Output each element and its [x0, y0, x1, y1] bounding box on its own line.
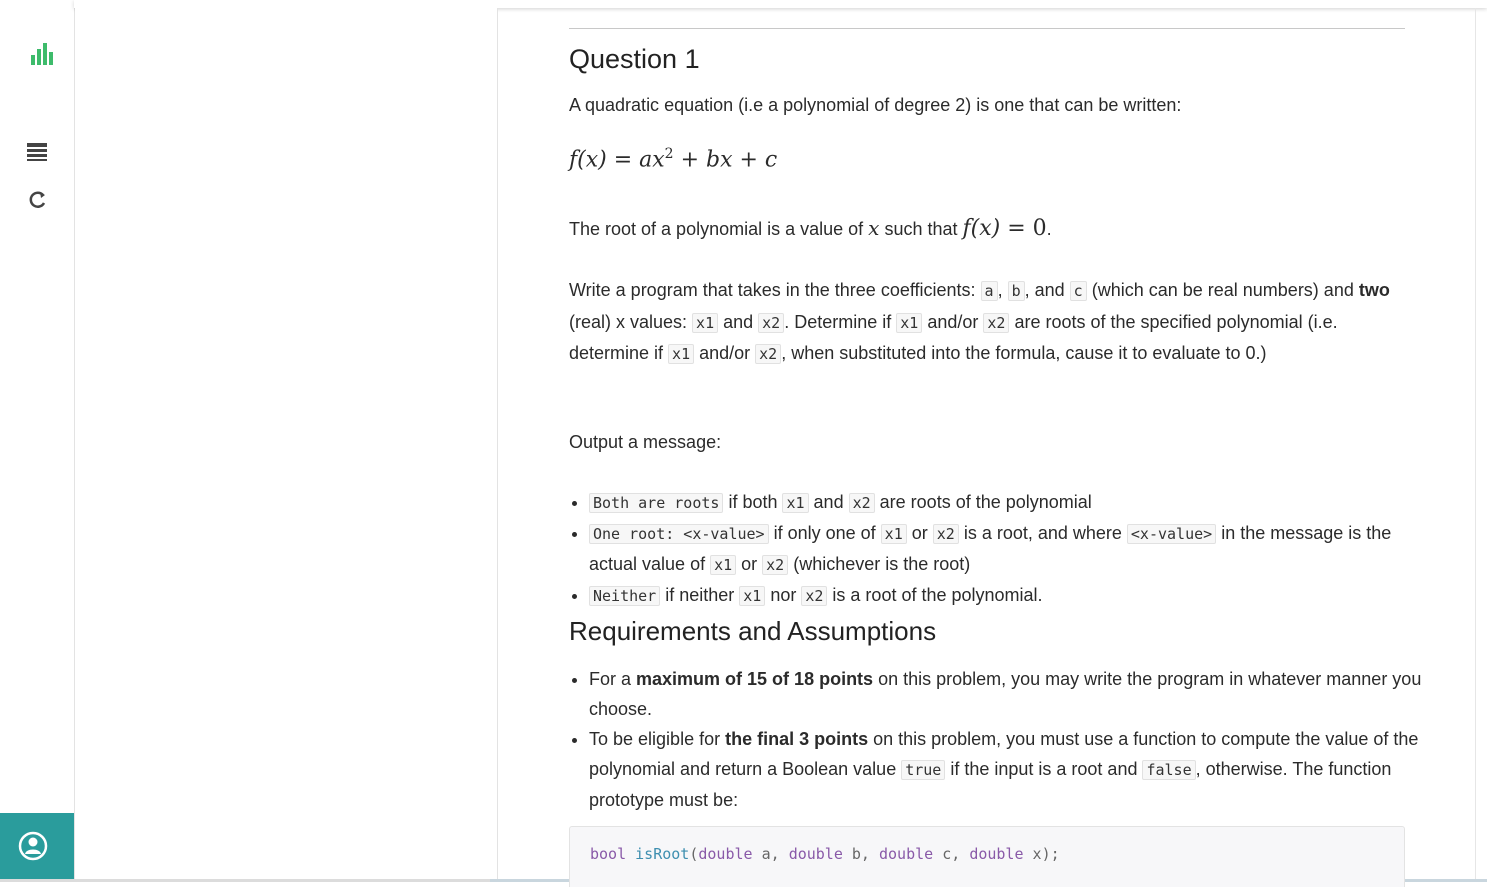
text: ,	[997, 280, 1008, 300]
text: in the message is the actual value of	[589, 523, 1392, 574]
code-x1: x1	[896, 313, 922, 333]
text: such that	[879, 219, 963, 239]
code-c: c	[1070, 281, 1087, 301]
task-description	[569, 275, 1405, 370]
text: if neither	[660, 585, 740, 605]
requirements-list	[569, 664, 1425, 815]
intro-text: A quadratic equation (i.e a polynomial of degree 2) is one that can be written:	[569, 95, 1182, 115]
code-false: false	[1142, 760, 1195, 780]
math-x: x	[868, 216, 880, 240]
text: (real) x values:	[569, 311, 693, 332]
text: , when substituted into the formula, cause it to evaluate to 0.)	[781, 343, 1267, 363]
code-punct: (	[689, 845, 699, 863]
code-x2: x2	[755, 344, 781, 364]
quadratic-formula	[569, 146, 777, 172]
text: (whichever is the root)	[788, 554, 971, 574]
list-item	[589, 580, 1425, 611]
code-message: One root: <x-value>	[589, 524, 769, 544]
formula-rest: + bx + c	[673, 147, 778, 173]
bold-text: the final 3 points	[725, 729, 869, 749]
list-icon[interactable]	[27, 143, 47, 161]
text: on this problem, you may write the program in whatever manner you choose.	[589, 669, 1422, 719]
formula-eq: =	[606, 147, 640, 173]
code-return-type: bool	[590, 845, 627, 863]
code-param-type: double	[879, 845, 934, 863]
formula-lhs: f(x)	[569, 147, 607, 173]
top-bar	[74, 0, 1487, 8]
math-eq: = 0	[1000, 216, 1047, 241]
code-true: true	[901, 760, 945, 780]
code-x2: x2	[933, 524, 959, 544]
message-list	[569, 487, 1425, 611]
requirements-title: Requirements and Assumptions	[569, 616, 937, 646]
divider	[569, 28, 1405, 29]
code-b: b	[1008, 281, 1025, 301]
code-x1: x1	[782, 493, 808, 513]
left-pane	[75, 8, 498, 880]
text: on this problem, you must use a function to compute the value of the polynomial and return a Boolean value	[589, 729, 1419, 779]
code-punct: );	[1041, 845, 1060, 863]
user-panel[interactable]	[0, 813, 74, 882]
code-param: x	[1023, 845, 1042, 863]
refresh-icon[interactable]	[28, 190, 48, 210]
text: are roots of the specified polynomial (i.e. determine if	[569, 311, 1338, 363]
question-content	[569, 28, 1422, 863]
code-param-type: double	[969, 845, 1024, 863]
stats-icon[interactable]	[31, 43, 55, 65]
user-icon[interactable]	[17, 830, 49, 862]
list-item	[589, 518, 1425, 580]
text: and	[718, 311, 759, 332]
code-x1: x1	[692, 313, 718, 333]
text: For a	[589, 669, 637, 689]
code-param: a,	[752, 845, 789, 863]
math-fx: f(x)	[962, 216, 1001, 241]
text: if both	[723, 492, 783, 512]
code-x2: x2	[762, 555, 788, 575]
list-item	[589, 664, 1425, 724]
icon-rail	[0, 0, 75, 882]
question-title: Question 1	[569, 44, 700, 74]
code-a: a	[981, 281, 998, 301]
code-message: Neither	[589, 586, 660, 606]
code-param-type: double	[788, 845, 843, 863]
code-x1: x1	[739, 586, 765, 606]
text: . Determine if	[784, 311, 897, 332]
text: (which can be real numbers) and	[1086, 280, 1359, 300]
code-x2: x2	[849, 493, 875, 513]
code-param: c,	[933, 845, 970, 863]
text: is a root, and where	[958, 523, 1127, 543]
text: The root of a polynomial is a value of	[569, 219, 869, 239]
text: and/or	[694, 343, 756, 363]
text: , and	[1024, 280, 1070, 300]
text: or	[906, 523, 933, 543]
code-param-type: double	[698, 845, 753, 863]
text: if the input is a root and	[945, 759, 1143, 779]
output-label: Output a message:	[569, 432, 722, 452]
bold-two: two	[1358, 280, 1390, 300]
bold-text: maximum of 15 of 18 points	[636, 669, 874, 689]
code-x1: x1	[710, 555, 736, 575]
code-x-value: <x-value>	[1127, 524, 1216, 544]
text: are roots of the polynomial	[874, 492, 1092, 512]
code-param: b,	[842, 845, 879, 863]
formula-exp: 2	[664, 146, 674, 162]
code-function-name: isRoot	[635, 845, 690, 863]
text: and	[808, 492, 849, 512]
code-x2: x2	[758, 313, 784, 333]
text: , otherwise. The function prototype must be:	[589, 759, 1392, 810]
list-item	[589, 487, 1425, 518]
code-x2: x2	[983, 313, 1009, 333]
text: Write a program that takes in the three coefficients:	[569, 280, 981, 300]
code-x2: x2	[801, 586, 827, 606]
text: is a root of the polynomial.	[827, 585, 1043, 605]
text: if only one of	[768, 523, 881, 543]
root-definition	[569, 213, 1052, 245]
text: nor	[765, 585, 802, 605]
function-prototype-code	[569, 826, 1405, 887]
pane-border	[1475, 8, 1476, 880]
code-message: Both are roots	[589, 493, 723, 513]
text: To be eligible for	[589, 729, 726, 749]
code-x1: x1	[881, 524, 907, 544]
list-item	[589, 724, 1425, 815]
menu-arrow-icon[interactable]	[18, 0, 46, 6]
text: and/or	[922, 311, 984, 332]
text: or	[736, 554, 763, 574]
formula-a: ax	[639, 147, 665, 173]
text: .	[1046, 219, 1052, 239]
code-x1: x1	[668, 344, 694, 364]
